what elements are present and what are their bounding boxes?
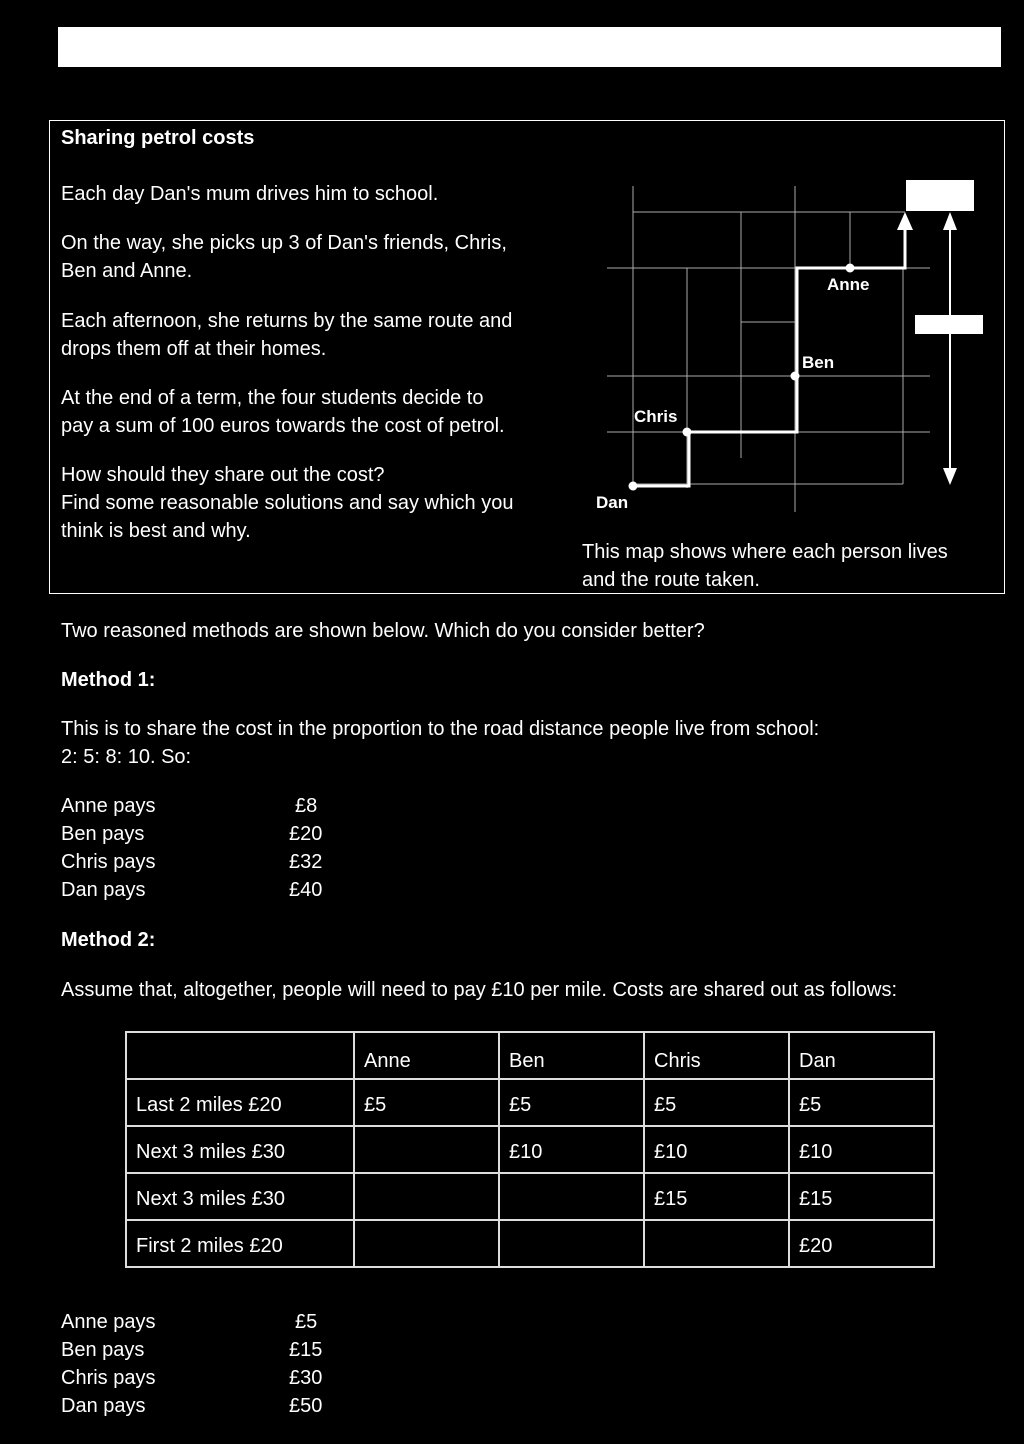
table-cell: Next 3 miles £30: [126, 1126, 354, 1173]
method1-payment-label: Dan pays: [61, 879, 146, 901]
table-header-cell: Ben: [499, 1032, 644, 1079]
table-header-cell: Anne: [354, 1032, 499, 1079]
table-header-cell: Chris: [644, 1032, 789, 1079]
table-cell: £5: [789, 1079, 934, 1126]
intro-text: Two reasoned methods are shown below. Which do you consider better?: [61, 620, 705, 642]
scale-arrow-up-icon: [943, 212, 957, 230]
table-cell: £20: [789, 1220, 934, 1267]
table-cell: First 2 miles £20: [126, 1220, 354, 1267]
table-row: [126, 1126, 934, 1173]
map-label-chris: Chris: [634, 407, 678, 426]
method1-payment-label: Ben pays: [61, 823, 145, 845]
scale-label-box: [906, 180, 974, 211]
method2-payment-label: Dan pays: [61, 1395, 146, 1417]
map-label-ben: Ben: [802, 353, 835, 372]
problem-title: Sharing petrol costs: [61, 127, 255, 149]
table-cell: £10: [789, 1126, 934, 1173]
table-row: [126, 1173, 934, 1220]
table-cell: Next 3 miles £30: [126, 1173, 354, 1220]
problem-question: How should they share out the cost? Find some reasonable solutions and say which you think is best and why.: [61, 464, 514, 542]
method1-text: This is to share the cost in the proportion to the road distance people live from school: 2: 5: 8: 10. So:: [61, 718, 820, 768]
method2-payment-label: Ben pays: [61, 1339, 145, 1361]
method2-payment-label: Chris pays: [61, 1367, 156, 1389]
method2-heading: Method 2:: [61, 929, 156, 951]
cost-sharing-table: [125, 1031, 935, 1268]
route-map: [590, 172, 990, 512]
table-row: [126, 1079, 934, 1126]
route-arrow-icon: [897, 212, 913, 230]
table-header-row: [126, 1032, 934, 1079]
method2-payment-label: Anne pays: [61, 1311, 156, 1333]
anne-home-marker: [846, 264, 855, 273]
method1-payment-label: Anne pays: [61, 795, 156, 817]
table-cell: £10: [499, 1126, 644, 1173]
map-caption: This map shows where each person lives and the route taken.: [582, 541, 948, 591]
method2-text: Assume that, altogether, people will need to pay £10 per mile. Costs are shared out as follows:: [61, 979, 898, 1001]
problem-paragraph: At the end of a term, the four students decide to pay a sum of 100 euros towards the cost of petrol.: [61, 387, 505, 437]
method1-heading: Method 1:: [61, 669, 156, 691]
route-line: [633, 228, 905, 486]
problem-paragraph: Each afternoon, she returns by the same route and drops them off at their homes.: [61, 310, 513, 360]
method1-payment-amount: £8: [295, 795, 318, 817]
table-cell: £10: [644, 1126, 789, 1173]
table-cell: £5: [499, 1079, 644, 1126]
table-cell: £15: [644, 1173, 789, 1220]
table-cell: [499, 1173, 644, 1220]
table-cell: [499, 1220, 644, 1267]
table-row: [126, 1220, 934, 1267]
table-cell: [354, 1220, 499, 1267]
table-header-cell: Dan: [789, 1032, 934, 1079]
map-label-dan: Dan: [596, 493, 629, 512]
method2-payment-amount: £15: [289, 1339, 323, 1361]
table-cell: [354, 1173, 499, 1220]
method1-payment-amount: £32: [289, 851, 323, 873]
map-label-anne: Anne: [827, 275, 870, 294]
problem-paragraph: On the way, she picks up 3 of Dan's friends, Chris, Ben and Anne.: [61, 232, 507, 282]
header-bar: [58, 27, 1001, 67]
table-cell: £5: [354, 1079, 499, 1126]
method1-payment-label: Chris pays: [61, 851, 156, 873]
dan-home-marker: [629, 482, 638, 491]
method1-payment-amount: £20: [289, 823, 323, 845]
table-cell: £5: [644, 1079, 789, 1126]
method2-payment-amount: £5: [295, 1311, 318, 1333]
scale-arrow-down-icon: [943, 468, 957, 485]
table-cell: [354, 1126, 499, 1173]
method1-payment-amount: £40: [289, 879, 323, 901]
method2-payment-amount: £30: [289, 1367, 323, 1389]
table-cell: £15: [789, 1173, 934, 1220]
table-cell: [644, 1220, 789, 1267]
problem-paragraph: Each day Dan's mum drives him to school.: [61, 183, 439, 205]
chris-home-marker: [683, 428, 692, 437]
ben-home-marker: [791, 372, 800, 381]
method2-payment-amount: £50: [289, 1395, 323, 1417]
table-cell: Last 2 miles £20: [126, 1079, 354, 1126]
map-grid: [607, 186, 930, 512]
table-cell: [126, 1032, 354, 1079]
